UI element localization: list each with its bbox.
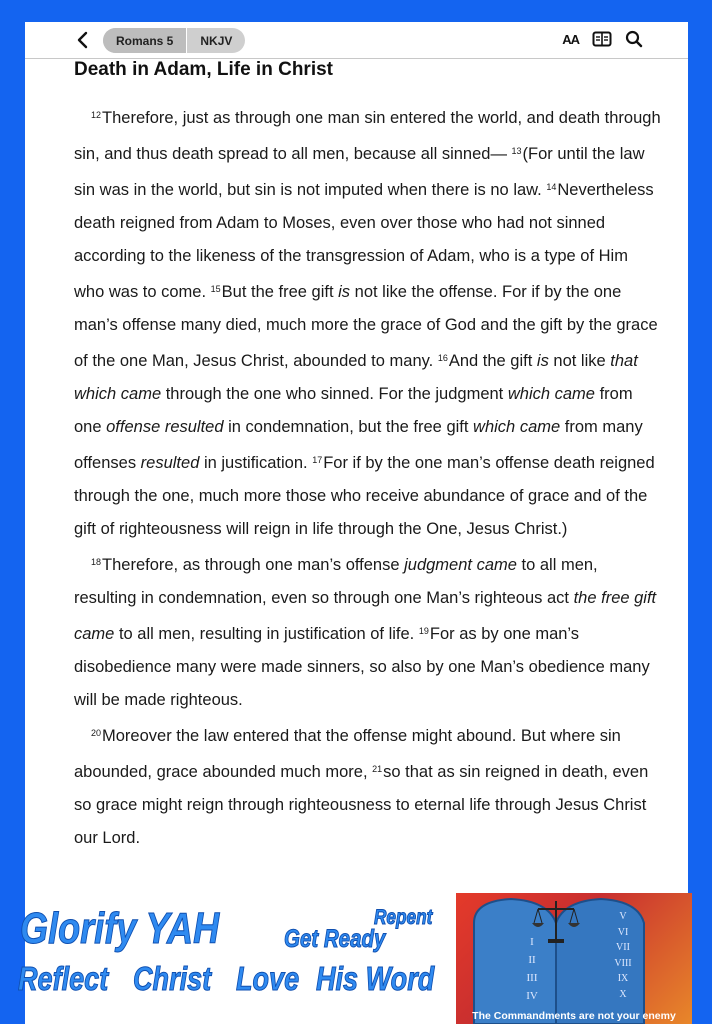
- parallel-view-icon[interactable]: [592, 31, 612, 47]
- overlay-text-glorify: Glorify YAH: [20, 904, 220, 953]
- numeral: V: [619, 911, 627, 922]
- version-button[interactable]: NKJV: [200, 33, 233, 48]
- verse-text[interactable]: Therefore, as through one man’s offense judgment came to all men, resulting in condemnation, even so through one Man’s righteous act the free gift came to all men, resulting in justification of life.: [74, 556, 657, 643]
- numerals-left: [514, 933, 550, 1005]
- book-chapter-button[interactable]: Romans 5: [103, 28, 187, 53]
- top-toolbar: [25, 22, 688, 59]
- paragraph: [74, 99, 662, 546]
- verse-number[interactable]: 21: [372, 764, 383, 774]
- verse-number[interactable]: 20: [91, 728, 102, 738]
- numeral: VI: [617, 926, 629, 938]
- paragraph: [74, 546, 662, 717]
- verse-text[interactable]: And the gift is not like that which came through the one who sinned. For the judgment which came from one offense resulted in condemnation, but the free gift which came from many offenses resulted in justification.: [74, 352, 643, 472]
- verse-text[interactable]: so that as sin reigned in death, even so grace might reign through righteousness to eternal life through Jesus Christ our Lord.: [74, 763, 649, 847]
- numeral: VII: [616, 942, 630, 953]
- numeral: IV: [526, 990, 538, 1002]
- verse-text[interactable]: Nevertheless death reigned from Adam to Moses, even over those who had not sinned according to the likeness of the transgression of Adam, who is a type of Him who was to come.: [74, 181, 654, 301]
- verse-number[interactable]: 16: [437, 353, 448, 363]
- numeral: IX: [617, 973, 629, 984]
- verse-number[interactable]: 19: [418, 626, 429, 636]
- search-icon[interactable]: [625, 30, 643, 48]
- font-size-button[interactable]: AA: [562, 31, 579, 47]
- numeral: X: [619, 988, 627, 1000]
- commandments-image: [456, 893, 692, 1024]
- verse-number[interactable]: 14: [546, 182, 557, 192]
- tablet-caption: The Commandments are not your enemy: [472, 1010, 676, 1022]
- numerals-right: [606, 909, 640, 1002]
- verse-number[interactable]: 12: [91, 110, 102, 120]
- numeral: I: [530, 936, 534, 948]
- passage-selector: [103, 28, 245, 53]
- verse-number[interactable]: 18: [91, 557, 102, 567]
- numeral: II: [528, 954, 536, 966]
- verse-number[interactable]: 15: [210, 284, 221, 294]
- verse-number[interactable]: 17: [312, 455, 323, 465]
- verse-text[interactable]: Therefore, just as through one man sin entered the world, and death through sin, and thus death spread to all men, because all sinned—: [74, 109, 661, 163]
- overlay-text-reflect: Reflect: [18, 960, 109, 997]
- numeral: III: [526, 972, 538, 984]
- scripture-text: [74, 99, 662, 855]
- overlay-text-love: Love: [236, 960, 300, 997]
- overlay-text-repent: Repent: [374, 906, 433, 929]
- verse-text[interactable]: For if by the one man’s offense death reigned through the one, much more those who receive abundance of grace and of the gift of righteousness will reign in life through the One, Jesus Christ.): [74, 454, 655, 538]
- overlay-text-christ: Christ: [133, 960, 212, 997]
- overlay-text-get-ready: Get Ready: [284, 925, 386, 953]
- verse-text[interactable]: But the free gift is not like the offense. For if by the one man’s offense many died, much more the grace of God and the gift by the grace of the one Man, Jesus Christ, abounded to many.: [74, 283, 658, 370]
- verse-number[interactable]: 13: [511, 146, 522, 156]
- verse-text[interactable]: For as by one man’s disobedience many were made sinners, so also by one Man’s obedience many will be made righteous.: [74, 625, 650, 709]
- verse-text[interactable]: Moreover the law entered that the offense might abound. But where sin abounded, grace abounded much more,: [74, 727, 621, 781]
- verse-text[interactable]: (For until the law sin was in the world, but sin is not imputed when there is no law.: [74, 145, 645, 199]
- back-chevron-icon[interactable]: [73, 28, 93, 52]
- section-heading: Death in Adam, Life in Christ: [74, 59, 333, 80]
- overlay-text-his-word: His Word: [316, 960, 435, 997]
- reader-page: [25, 22, 688, 1024]
- numeral: VIII: [614, 957, 632, 969]
- paragraph: [74, 717, 662, 855]
